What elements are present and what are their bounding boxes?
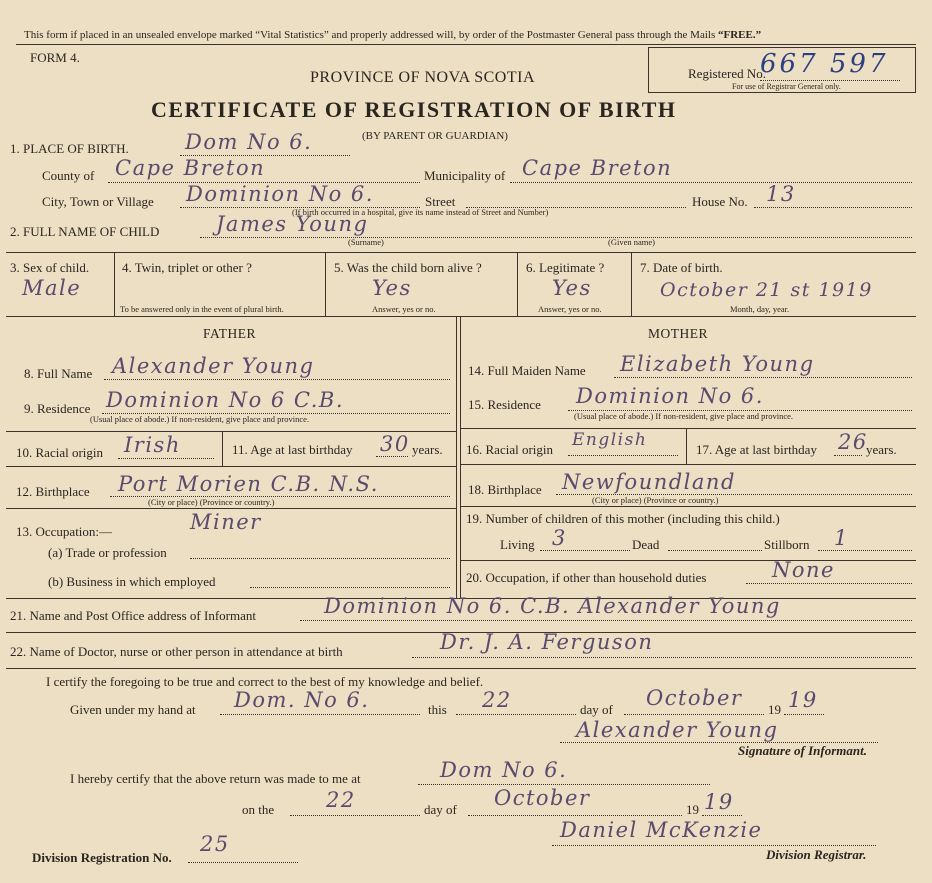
- father-racial-line: [118, 458, 214, 459]
- province-heading: PROVINCE OF NOVA SCOTIA: [310, 69, 536, 86]
- registrar-signature: Daniel McKenzie: [560, 818, 763, 842]
- mother-racial-line: [568, 455, 678, 456]
- father-occupation-value: Miner: [190, 510, 262, 534]
- dob-note: Month, day, year.: [730, 304, 790, 314]
- mother-birthplace-value: Newfoundland: [562, 470, 736, 494]
- col-divider-4: [631, 252, 632, 316]
- parents-divider-left: [456, 316, 457, 598]
- informant-signature: Alexander Young: [576, 718, 779, 742]
- father-residence-value: Dominion No 6 C.B.: [106, 388, 345, 412]
- division-registration-line: [188, 862, 298, 863]
- father-birthplace-label: 12. Birthplace: [16, 484, 90, 499]
- mother-name-label: 14. Full Maiden Name: [468, 363, 586, 378]
- county-value: Cape Breton: [115, 156, 266, 180]
- business-line: [250, 587, 450, 588]
- registrar-year-line: [702, 815, 742, 816]
- doctor-line: [412, 657, 912, 658]
- city-label: City, Town or Village: [42, 194, 154, 209]
- mother-age-value: 26: [838, 430, 868, 454]
- father-name-label: 8. Full Name: [24, 366, 93, 381]
- father-birthplace-note: (City or place) (Province or country.): [148, 497, 275, 507]
- legitimate-value: Yes: [552, 276, 592, 300]
- dead-line: [668, 550, 762, 551]
- given-month-value: October: [646, 686, 743, 710]
- registrar-signature-line: [552, 845, 876, 846]
- sex-value: Male: [22, 276, 82, 300]
- postal-notice: [24, 28, 761, 43]
- given-under-label: Given under my hand at: [70, 702, 196, 717]
- mother-residence-note: (Usual place of abode.) If non-resident, give place and province.: [574, 411, 794, 421]
- postal-notice-free: “FREE.”: [717, 29, 762, 41]
- twin-note: To be answered only in the event of plural birth.: [120, 304, 284, 314]
- registrar-signature-label: Division Registrar.: [766, 847, 867, 862]
- father-age-value: 30: [380, 432, 410, 456]
- doctor-value: Dr. J. A. Ferguson: [440, 630, 654, 654]
- given-this-label: this: [428, 702, 447, 717]
- given-day-value: 22: [482, 688, 512, 712]
- business-label: (b) Business in which employed: [48, 574, 216, 589]
- given-year-line: [784, 714, 824, 715]
- given-year-value: 19: [788, 688, 818, 712]
- living-line: [540, 550, 630, 551]
- given-day-of-label: day of: [580, 702, 613, 717]
- father-occupation-label: 13. Occupation:—: [16, 524, 113, 539]
- house-value: 13: [766, 182, 796, 206]
- col-divider-2: [325, 252, 326, 316]
- father-heading: FATHER: [203, 326, 257, 341]
- dob-value: October 21 st 1919: [660, 279, 873, 301]
- father-rule-2: [6, 466, 456, 467]
- father-racial-divider: [222, 431, 223, 466]
- registrar-on-label: on the: [242, 802, 275, 817]
- mother-rule-3: [460, 506, 916, 507]
- mother-residence-label: 15. Residence: [468, 397, 541, 412]
- legitimate-note: Answer, yes or no.: [538, 304, 602, 314]
- father-age-line: [376, 456, 408, 457]
- father-age-suffix: years.: [412, 442, 443, 457]
- mother-racial-divider: [686, 428, 687, 464]
- county-label: County of: [42, 168, 95, 183]
- row-rule-top: [6, 252, 916, 253]
- mother-age-label: 17. Age at last birthday: [696, 442, 817, 457]
- registrar-place-value: Dom No 6.: [440, 758, 568, 782]
- municipality-line: [510, 182, 912, 183]
- surname-note: (Surname): [348, 237, 384, 247]
- parents-divider-right: [460, 316, 461, 598]
- father-age-label: 11. Age at last birthday: [232, 442, 353, 457]
- informant-signature-label: Signature of Informant.: [738, 743, 867, 758]
- mother-birthplace-label: 18. Birthplace: [468, 482, 542, 497]
- mother-occupation-value: None: [772, 558, 835, 582]
- mother-heading: MOTHER: [648, 326, 708, 341]
- father-name-value: Alexander Young: [112, 354, 315, 378]
- registrar-year-prefix: 19: [686, 802, 699, 817]
- stillborn-line: [818, 550, 912, 551]
- father-residence-label: 9. Residence: [24, 401, 91, 416]
- postal-notice-text: This form if placed in an unsealed envelope marked “Vital Statistics” and properly addressed will, by order of the Postmaster General pass through the Mails: [24, 29, 716, 41]
- division-registration-label: Division Registration No.: [32, 850, 172, 865]
- certify-statement: I certify the foregoing to be true and correct to the best of my knowledge and belief.: [46, 674, 484, 689]
- house-label: House No.: [692, 194, 748, 209]
- mother-rule-1: [460, 428, 916, 429]
- given-place-value: Dom. No 6.: [234, 688, 370, 712]
- house-line: [754, 207, 912, 208]
- father-name-line: [104, 379, 450, 380]
- row-rule-bottom: [6, 316, 916, 317]
- given-year-prefix: 19: [768, 702, 781, 717]
- informant-line: [300, 620, 912, 621]
- father-residence-note: (Usual place of abode.) If non-resident, give place and province.: [90, 414, 310, 424]
- division-registration-value: 25: [200, 832, 230, 856]
- municipality-value: Cape Breton: [522, 156, 673, 180]
- father-birthplace-value: Port Morien C.B. N.S.: [118, 472, 379, 496]
- full-name-label: 2. FULL NAME OF CHILD: [10, 224, 160, 239]
- informant-label: 21. Name and Post Office address of Informant: [10, 608, 256, 623]
- alive-value: Yes: [372, 276, 412, 300]
- registered-line: [760, 80, 900, 81]
- twin-label: 4. Twin, triplet or other ?: [122, 260, 252, 275]
- full-name-line: [200, 237, 912, 238]
- alive-label: 5. Was the child born alive ?: [334, 260, 482, 275]
- mother-occupation-label: 20. Occupation, if other than household duties: [466, 570, 707, 585]
- stillborn-value: 1: [834, 526, 849, 550]
- informant-value: Dominion No 6. C.B. Alexander Young: [324, 594, 781, 618]
- mother-name-value: Elizabeth Young: [620, 352, 815, 376]
- registrar-statement: I hereby certify that the above return was made to me at: [70, 771, 361, 786]
- given-name-note: (Given name): [608, 237, 655, 247]
- dead-label: Dead: [632, 537, 660, 552]
- registrar-place-line: [418, 784, 710, 785]
- given-day-line: [456, 714, 576, 715]
- mother-occupation-line: [746, 583, 912, 584]
- mother-age-suffix: years.: [866, 442, 897, 457]
- father-racial-value: Irish: [124, 433, 181, 457]
- registered-note: For use of Registrar General only.: [732, 82, 841, 91]
- street-label: Street: [425, 194, 456, 209]
- city-value: Dominion No 6.: [186, 182, 374, 206]
- street-note: (If birth occurred in a hospital, give its name instead of Street and Number): [292, 207, 549, 217]
- top-rule: [16, 44, 916, 45]
- col-divider-3: [517, 252, 518, 316]
- mother-rule-4: [460, 560, 916, 561]
- form-number: FORM 4.: [30, 50, 80, 65]
- children-label: 19. Number of children of this mother (including this child.): [466, 511, 780, 526]
- alive-note: Answer, yes or no.: [372, 304, 436, 314]
- living-value: 3: [552, 526, 567, 550]
- doctor-rule: [6, 668, 916, 669]
- trade-label: (a) Trade or profession: [48, 545, 167, 560]
- doctor-label: 22. Name of Doctor, nurse or other person in attendance at birth: [10, 644, 343, 659]
- col-divider-1: [114, 252, 115, 316]
- full-name-value: James Young: [216, 212, 369, 236]
- stillborn-label: Stillborn: [764, 537, 810, 552]
- registrar-day-line: [290, 815, 420, 816]
- place-of-birth-value: Dom No 6.: [185, 130, 313, 154]
- father-racial-label: 10. Racial origin: [16, 445, 104, 460]
- sex-label: 3. Sex of child.: [10, 260, 90, 275]
- legitimate-label: 6. Legitimate ?: [526, 260, 605, 275]
- given-place-line: [220, 714, 420, 715]
- registered-label: Registered No.: [688, 66, 766, 81]
- father-rule-3: [6, 508, 456, 509]
- place-of-birth-label: 1. PLACE OF BIRTH.: [10, 141, 129, 156]
- dob-label: 7. Date of birth.: [640, 260, 723, 275]
- trade-line: [190, 558, 450, 559]
- living-label: Living: [500, 537, 535, 552]
- registered-number: 667 597: [760, 49, 889, 79]
- registrar-day-of-label: day of: [424, 802, 457, 817]
- mother-racial-label: 16. Racial origin: [466, 442, 554, 457]
- given-month-line: [624, 714, 764, 715]
- certificate-title: CERTIFICATE OF REGISTRATION OF BIRTH: [151, 97, 677, 122]
- mother-age-line: [834, 455, 862, 456]
- mother-rule-2: [460, 464, 916, 465]
- municipality-label: Municipality of: [424, 168, 506, 183]
- registrar-day-value: 22: [326, 788, 356, 812]
- registrar-month-line: [468, 815, 682, 816]
- mother-racial-value: English: [572, 430, 648, 450]
- mother-name-line: [614, 377, 912, 378]
- mother-residence-value: Dominion No 6.: [576, 384, 764, 408]
- registrar-year-value: 19: [704, 790, 734, 814]
- registrar-month-value: October: [494, 786, 591, 810]
- certificate-subtitle: (BY PARENT OR GUARDIAN): [362, 130, 508, 142]
- mother-birthplace-note: (City or place) (Province or country.): [592, 495, 719, 505]
